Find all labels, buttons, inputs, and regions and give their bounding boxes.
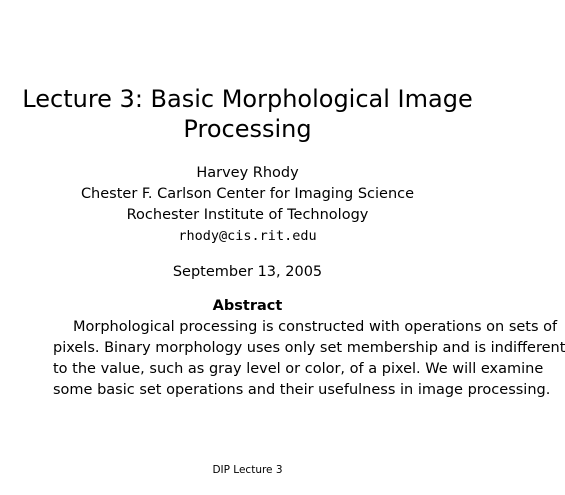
page-footer: DIP Lecture 3 <box>212 464 283 476</box>
abstract-line: some basic set operations and their usefulness in image processing. <box>53 382 551 398</box>
lecture-title <box>0 84 495 144</box>
abstract-body <box>53 317 565 401</box>
publication-date: September 13, 2005 <box>172 264 323 280</box>
abstract-line: Morphological processing is constructed with operations on sets of <box>73 319 558 335</box>
affiliation-institute: Rochester Institute of Technology <box>126 207 369 223</box>
title-line-2: Processing <box>183 115 312 143</box>
author-name: Harvey Rhody <box>196 165 299 181</box>
author-block <box>0 163 495 247</box>
affiliation-center: Chester F. Carlson Center for Imaging Science <box>80 186 415 202</box>
abstract-line: to the value, such as gray level or color, of a pixel. We will examine <box>53 361 544 377</box>
abstract-line: pixels. Binary morphology uses only set membership and is indifferent <box>53 340 565 356</box>
abstract-heading: Abstract <box>212 298 283 314</box>
author-email: rhody@cis.rit.edu <box>178 228 317 244</box>
title-line-1: Lecture 3: Basic Morphological Image <box>22 85 473 113</box>
